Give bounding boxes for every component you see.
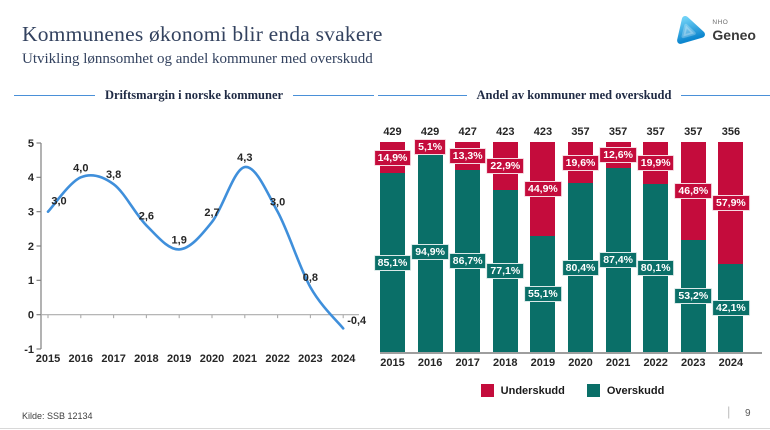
bar-underskudd-label: 14,9% <box>374 150 412 166</box>
bottom-border-line <box>0 428 770 429</box>
x-tick-label: 2018 <box>134 353 159 365</box>
bar-overskudd-label: 53,2% <box>674 288 712 304</box>
bar-underskudd-label: 13,3% <box>449 148 487 164</box>
section-title-row <box>0 88 770 103</box>
page-number: 9 <box>745 408 751 419</box>
bar-count-label: 356 <box>721 126 741 138</box>
bar-overskudd-label: 86,7% <box>449 253 487 269</box>
line-point-label: 4,0 <box>73 162 89 175</box>
bar-count-label: 357 <box>571 126 590 138</box>
stacked-bar-chart <box>377 123 765 381</box>
line-point-label: 2,6 <box>138 210 155 223</box>
bar-x-axis <box>380 352 762 354</box>
bar-year-label: 2018 <box>493 357 518 369</box>
bar-overskudd-label: 42,1% <box>712 300 750 316</box>
line-chart <box>8 118 373 373</box>
bar-underskudd-label: 19,6% <box>562 155 600 171</box>
bar-underskudd-label: 44,9% <box>524 181 562 197</box>
divider-line <box>14 95 95 96</box>
nho-geneo-logo <box>673 14 756 48</box>
bar-overskudd-label: 94,9% <box>411 244 449 260</box>
right-chart-title: Andel av kommuner med overskudd <box>476 88 672 102</box>
left-section-header <box>14 88 374 103</box>
legend-label: Underskudd <box>500 384 565 397</box>
bar-overskudd-label: 77,1% <box>486 263 524 279</box>
x-tick-label: 2022 <box>265 353 290 365</box>
divider-line <box>378 95 467 96</box>
line-point-label: 3,0 <box>51 195 67 208</box>
bar-underskudd-label: 12,6% <box>599 147 637 163</box>
x-tick-label: 2021 <box>232 353 258 365</box>
left-chart-title: Driftsmargin i norske kommuner <box>104 88 284 102</box>
y-tick-label: 2 <box>27 240 34 253</box>
bar-count-label: 427 <box>458 126 477 138</box>
source-note: Kilde: SSB 12134 <box>22 411 93 421</box>
bar-year-label: 2021 <box>605 357 631 369</box>
logo-org-text: NHO <box>712 18 729 26</box>
legend-item-overskudd <box>587 384 664 397</box>
bar-overskudd-label: 80,4% <box>562 260 600 276</box>
bar-underskudd-label: 5,1% <box>414 139 446 155</box>
x-tick-label: 2020 <box>199 353 225 365</box>
line-point-label: -0,4 <box>347 314 367 327</box>
y-tick-label: 0 <box>27 309 34 322</box>
bar-count-label: 429 <box>383 126 402 138</box>
line-point-label: 0,8 <box>302 272 319 285</box>
bar-year-label: 2023 <box>681 357 706 369</box>
x-tick-label: 2017 <box>101 353 126 365</box>
bar-year-label: 2017 <box>455 357 480 369</box>
bar-year-label: 2024 <box>718 357 744 369</box>
bar-overskudd-label: 85,1% <box>374 255 412 271</box>
page-subtitle: Utvikling lønnsomhet og andel kommuner med overskudd <box>22 51 373 67</box>
x-tick-label: 2023 <box>298 353 323 365</box>
divider-line <box>293 95 374 96</box>
bar-count-label: 429 <box>420 126 440 138</box>
bar-overskudd-label: 87,4% <box>599 252 637 268</box>
underskudd-swatch <box>481 384 494 397</box>
nho-geneo-triangle-icon <box>673 14 707 48</box>
overskudd-swatch <box>587 384 600 397</box>
bar-year-label: 2015 <box>380 357 405 369</box>
page-title: Kommunenes økonomi blir enda svakere <box>22 22 383 46</box>
bar-count-label: 357 <box>684 126 703 138</box>
bar-underskudd-label: 46,8% <box>674 183 712 199</box>
bar-count-label: 423 <box>496 126 515 138</box>
x-tick-label: 2019 <box>166 353 192 365</box>
x-tick-label: 2016 <box>68 353 94 365</box>
x-tick-label: 2015 <box>35 353 61 365</box>
y-tick-label: 3 <box>27 206 34 219</box>
y-tick-label: 5 <box>27 137 34 150</box>
y-tick-label: -1 <box>24 343 34 356</box>
bar-count-label: 423 <box>533 126 553 138</box>
line-point-label: 3,0 <box>269 196 286 209</box>
bar-year-label: 2019 <box>530 357 556 369</box>
line-point-label: 2,7 <box>204 206 220 219</box>
legend <box>380 384 765 397</box>
line-point-label: 3,8 <box>105 169 122 182</box>
bar-year-label: 2020 <box>568 357 593 369</box>
y-tick-label: 1 <box>27 275 34 288</box>
bar-underskudd-label: 19,9% <box>637 155 675 171</box>
line-series-path <box>48 167 343 328</box>
line-point-label: 4,3 <box>237 152 253 165</box>
line-chart-svg <box>8 118 373 373</box>
legend-item-underskudd <box>481 384 565 397</box>
logo-brand-text: Geneo <box>712 27 756 44</box>
y-tick-label: 4 <box>27 172 34 185</box>
bar-year-label: 2022 <box>643 357 668 369</box>
right-section-header <box>378 88 770 103</box>
line-point-label: 1,9 <box>171 234 187 247</box>
legend-label: Overskudd <box>606 384 665 397</box>
bar-count-label: 357 <box>646 126 665 138</box>
bar-year-label: 2016 <box>417 357 443 369</box>
divider-line <box>681 95 770 96</box>
bar-count-label: 357 <box>608 126 628 138</box>
page-number-divider: | <box>727 404 731 419</box>
bar-overskudd-label: 55,1% <box>524 286 562 302</box>
bar-underskudd-label: 22,9% <box>486 158 524 174</box>
bar-underskudd-label: 57,9% <box>712 195 750 211</box>
bar-overskudd-label: 80,1% <box>637 260 675 276</box>
x-tick-label: 2024 <box>330 353 356 365</box>
